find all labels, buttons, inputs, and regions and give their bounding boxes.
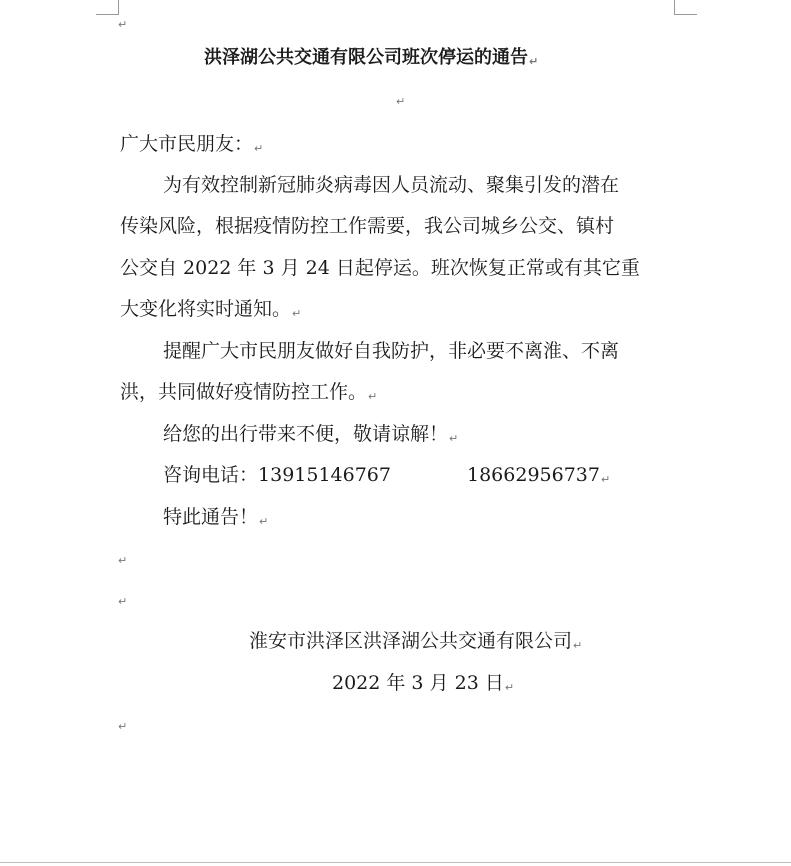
signature-organization-text: 淮安市洪泽区洪泽湖公共交通有限公司 [249,630,573,652]
paragraph-mark: ↵ [368,390,378,403]
paragraph-mark: ↵ [573,639,583,652]
paragraph2-line2 [120,380,377,409]
paragraph2-line2-text: 洪，共同做好疫情防控工作。 [120,381,368,403]
paragraph-mark: ↵ [292,307,302,320]
salutation-text: 广大市民朋友： [120,133,254,155]
phone-number-1: 13915146767 [258,464,391,486]
document-title [204,46,538,74]
paragraph-mark: ↵ [118,18,128,31]
paragraph-mark: ↵ [504,681,515,694]
paragraph-mark: ↵ [396,95,406,108]
paragraph-mark: ↵ [259,515,269,528]
apology-line [163,422,458,451]
paragraph1-line3-text: 公交自 2022 年 3 月 24 日起停运。班次恢复正常或有其它重 [120,257,640,279]
paragraph1-line3 [120,256,640,280]
signature-organization [249,629,582,658]
paragraph2-line1 [163,339,619,363]
paragraph-mark: ↵ [449,432,459,445]
apology-text: 给您的出行带来不便，敬请谅解！ [163,423,449,445]
paragraph-mark: ↵ [118,554,128,567]
salutation [120,132,263,161]
paragraph1-line4 [120,297,301,326]
paragraph-mark: ↵ [600,473,611,486]
paragraph2-line1-text: 提醒广大市民朋友做好自我防护，非必要不离淮、不离 [163,340,620,362]
signature-date-text: 2022 年 3 月 23 日 [332,672,504,694]
paragraph1-line4-text: 大变化将实时通知。 [120,298,292,320]
paragraph1-line2 [120,214,614,238]
closing-line [163,505,268,534]
closing-text: 特此通告！ [163,506,259,528]
paragraph1-line1 [163,173,619,197]
contact-line [163,463,610,492]
paragraph-mark: ↵ [118,720,128,733]
paragraph1-line2-text: 传染风险，根据疫情防控工作需要，我公司城乡公交、镇村 [120,215,615,237]
phone-number-2: 18662956737 [467,464,600,486]
paragraph-mark: ↵ [118,595,128,608]
signature-date [332,671,514,700]
paragraph-mark: ↵ [254,142,264,155]
paragraph-mark: ↵ [529,55,539,68]
contact-label: 咨询电话： [163,464,259,486]
paragraph1-line1-text: 为有效控制新冠肺炎病毒因人员流动、聚集引发的潜在 [163,174,620,196]
document-title-text: 洪泽湖公共交通有限公司班次停运的通告 [204,47,528,68]
